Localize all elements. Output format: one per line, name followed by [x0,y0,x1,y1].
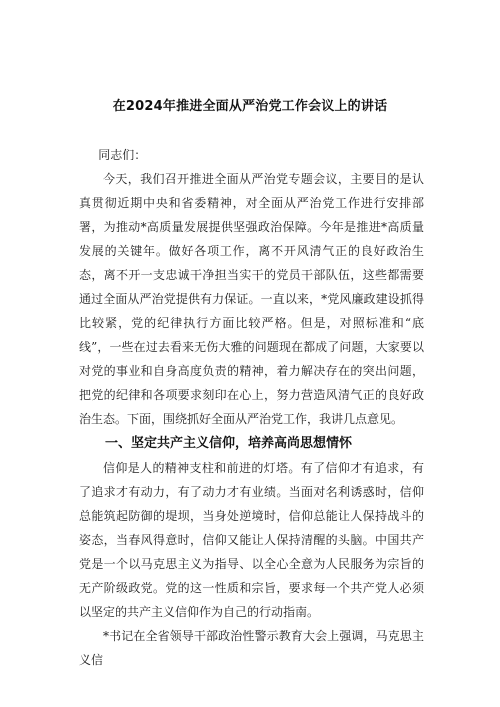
document-body [79,143,424,672]
document-title: 在2024年推进全面从严治党工作会议上的讲话 [112,99,388,114]
section-heading-1: 一、坚定共产主义信仰，培养高尚思想情怀 [105,436,353,451]
section1-paragraph-2: *书记在全省领导干部政治性警示教育大会上强调，马克思主义信 [79,629,424,667]
section1-paragraph-1: 信仰是人的精神支柱和前进的灯塔。有了信仰才有追求，有了追求才有动力，有了动力才有业绩。当面对名利诱惑时，信仰总能筑起防御的堤坝，当身处逆境时，信仰总能让人保持战斗的姿态，当春风得意时，信仰又能让人保持清醒的头脑。中国共产党是一个以马克思主义为指导、以全心全意为人民服务为宗旨的无产阶级政党。党的这一性质和宗旨，要求每一个共产党人必须以坚定的共产主义信仰作为自己的行动指南。 [79,461,424,619]
intro-paragraph: 今天，我们召开推进全面从严治党专题会议，主要目的是认真贯彻近期中央和省委精神，对全面从严治党工作进行安排部署，为推动*高质量发展提供坚强政治保障。今年是推进*高质量发展的关键年。做好各项工作，离不开风清气正的良好政治生态，离不开一支忠诚干净担当实干的党员干部队伍，这些都需要通过全面从严治党提供有力保证。一直以来，*党风廉政建设抓得比较紧，党的纪律执行方面比较严格。但是，对照标准和“底线”，一些在过去看来无伤大雅的问题现在都成了问题，大家要以对党的事业和自身高度负责的精神，着力解决存在的突出问题，把党的纪律和各项要求刻印在心上，努力营造风清气正的良好政治生态。下面，围绕抓好全面从严治党工作，我讲几点意见。 [79,172,424,426]
salutation: 同志们： [98,148,147,162]
